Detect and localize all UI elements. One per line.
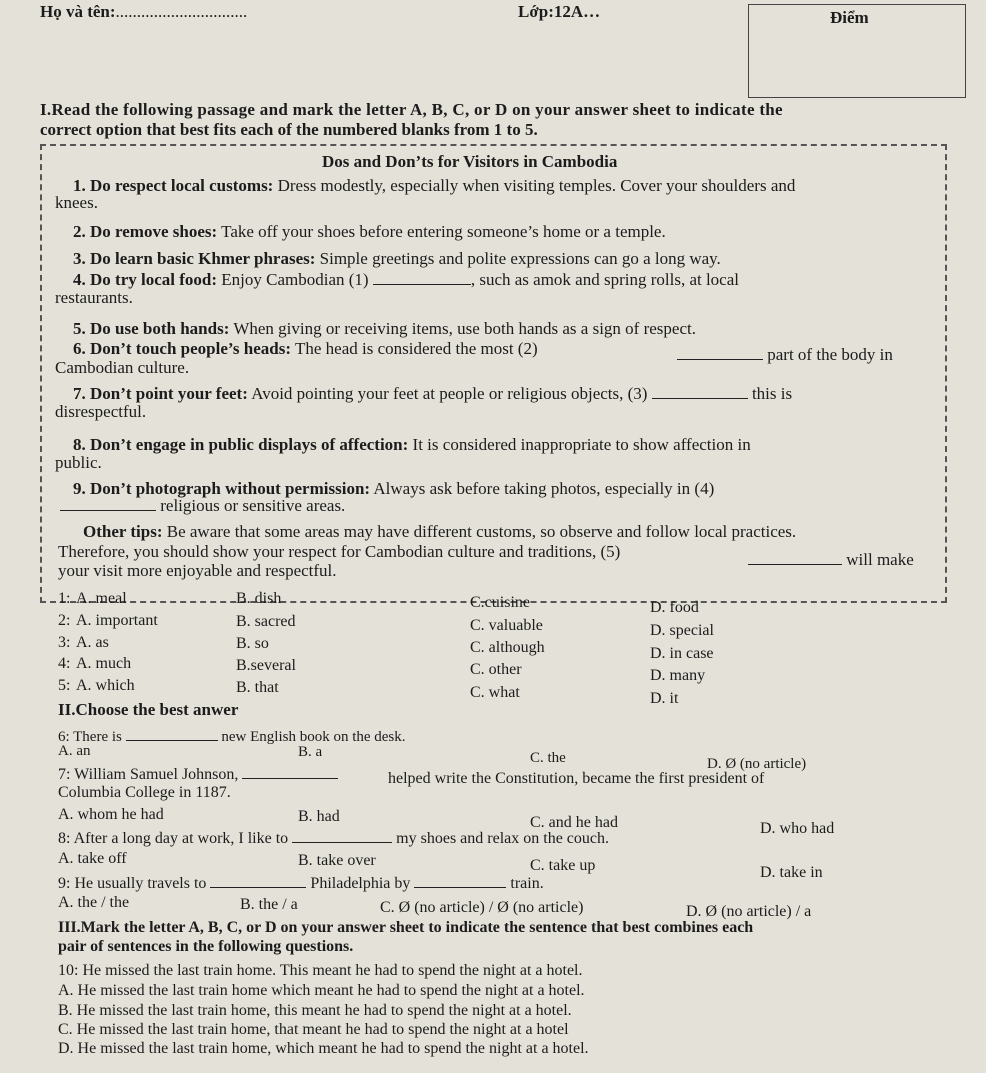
passage-item-5: 5. Do use both hands: When giving or receiving items, use both hands as a sign of respect. <box>73 319 696 338</box>
blank-2 <box>677 345 763 360</box>
blank-7 <box>242 764 338 779</box>
q8-option-a[interactable]: A. take off <box>58 850 127 867</box>
q6-option-b[interactable]: B. a <box>298 744 323 760</box>
passage-item-4: 4. Do try local food: Enjoy Cambodian (1) , such as amok and spring rolls, at local <box>73 270 739 289</box>
q6-option-c[interactable]: C. the <box>530 750 566 766</box>
answer-1-option-c[interactable]: C.cuisine <box>470 594 530 611</box>
q8-option-c[interactable]: C. take up <box>530 857 596 874</box>
blank-1 <box>373 270 471 285</box>
q8-option-b[interactable]: B. take over <box>298 852 376 869</box>
q10-option-d[interactable]: D. He missed the last train home, which meant he had to spend the night at a hotel. <box>58 1040 589 1057</box>
q10-option-c[interactable]: C. He missed the last train home, that meant he had to spend the night at a hotel <box>58 1021 569 1038</box>
q7-option-c[interactable]: C. and he had <box>530 814 618 831</box>
answer-4-option-c[interactable]: C. other <box>470 661 522 678</box>
passage-tips-line2: Therefore, you should show your respect for Cambodian culture and traditions, (5) <box>58 542 621 561</box>
passage-item-9: 9. Don’t photograph without permission: Always ask before taking photos, especially in (4) <box>73 479 715 498</box>
passage-item-3: 3. Do learn basic Khmer phrases: Simple greetings and polite expressions can go a long way. <box>73 249 721 268</box>
passage-tips-line3: your visit more enjoyable and respectful. <box>58 561 337 580</box>
answer-2-option-a[interactable]: A. important <box>76 612 158 629</box>
q6-option-a[interactable]: A. an <box>58 743 91 759</box>
answer-5-option-c[interactable]: C. what <box>470 684 520 701</box>
name-label: Họ và tên:............................... <box>40 2 248 21</box>
q9-option-c[interactable]: C. Ø (no article) / Ø (no article) <box>380 899 584 916</box>
question-10: 10: He missed the last train home. This meant he had to spend the night at a hotel. <box>58 962 583 979</box>
q7-option-a[interactable]: A. whom he had <box>58 806 164 823</box>
section1-instruction-line1: I.Read the following passage and mark the letter A, B, C, or D on your answer sheet to indicate the <box>40 100 783 119</box>
answer-5-option-b[interactable]: B. that <box>236 679 279 696</box>
answer-4-option-b[interactable]: B.several <box>236 657 296 674</box>
passage-item-8: 8. Don’t engage in public displays of affection: It is considered inappropriate to show affection in <box>73 435 751 454</box>
blank-3 <box>652 384 748 399</box>
question-7-cont: Columbia College in 1187. <box>58 784 231 801</box>
passage-item-7-cont: disrespectful. <box>55 402 147 421</box>
question-9: 9: He usually travels to Philadelphia by train. <box>58 875 544 892</box>
question-8: 8: After a long day at work, I like to my shoes and relax on the couch. <box>58 830 609 847</box>
question-7-tail: helped write the Constitution, became the first president of <box>388 770 765 787</box>
passage-item-6-tail: part of the body in <box>677 345 893 365</box>
section1-instruction-line2: correct option that best fits each of the numbered blanks from 1 to 5. <box>40 120 538 139</box>
answer-3-option-d[interactable]: D. in case <box>650 645 714 662</box>
answer-1-option-a[interactable]: A. meal <box>76 590 127 607</box>
section2-heading: II.Choose the best anwer <box>58 700 239 719</box>
score-label: Điểm <box>830 8 869 27</box>
answer-2-option-c[interactable]: C. valuable <box>470 617 543 634</box>
passage-item-1-cont: knees. <box>55 193 98 212</box>
passage-item-6-cont: Cambodian culture. <box>55 358 190 377</box>
passage-item-4-cont: restaurants. <box>55 288 133 307</box>
blank-9a <box>210 873 306 888</box>
q8-option-d[interactable]: D. take in <box>760 864 823 881</box>
answer-3-option-a[interactable]: A. as <box>76 634 109 651</box>
passage-item-9-cont: religious or sensitive areas. <box>60 496 345 516</box>
answer-4-number: 4: <box>58 655 71 672</box>
passage-tips-line2-tail: will make <box>748 550 914 570</box>
answer-3-number: 3: <box>58 634 71 651</box>
answer-1-option-d[interactable]: D. food <box>650 599 699 616</box>
q9-option-b[interactable]: B. the / a <box>240 896 298 913</box>
passage-item-1: 1. Do respect local customs: Dress modestly, especially when visiting temples. Cover your shoulders and <box>73 176 796 195</box>
answer-2-option-d[interactable]: D. special <box>650 622 714 639</box>
blank-6 <box>126 726 218 741</box>
answer-3-option-c[interactable]: C. although <box>470 639 545 656</box>
answer-2-option-b[interactable]: B. sacred <box>236 613 296 630</box>
passage-title: Dos and Don’ts for Visitors in Cambodia <box>322 152 618 171</box>
answer-5-option-d[interactable]: D. it <box>650 690 679 707</box>
q9-option-a[interactable]: A. the / the <box>58 894 130 911</box>
passage-item-8-cont: public. <box>55 453 102 472</box>
section3-instruction-line1: III.Mark the letter A, B, C, or D on your answer sheet to indicate the sentence that best combines each <box>58 919 754 936</box>
passage-item-7: 7. Don’t point your feet: Avoid pointing your feet at people or religious objects, (3) this is <box>73 384 793 403</box>
answer-1-number: 1: <box>58 590 71 607</box>
q10-option-a[interactable]: A. He missed the last train home which meant he had to spend the night at a hotel. <box>58 982 585 999</box>
blank-4 <box>60 496 156 511</box>
answer-2-number: 2: <box>58 612 71 629</box>
question-7: 7: William Samuel Johnson, <box>58 764 338 784</box>
q7-option-d[interactable]: D. who had <box>760 820 835 837</box>
class-label: Lớp:12A… <box>518 2 601 21</box>
blank-8 <box>292 828 392 843</box>
passage-item-2: 2. Do remove shoes: Take off your shoes before entering someone’s home or a temple. <box>73 222 666 241</box>
answer-5-option-a[interactable]: A. which <box>76 677 135 694</box>
q9-option-d[interactable]: D. Ø (no article) / a <box>686 903 812 920</box>
q6-option-d[interactable]: D. Ø (no article) <box>707 756 807 772</box>
answer-4-option-a[interactable]: A. much <box>76 655 132 672</box>
answer-5-number: 5: <box>58 677 71 694</box>
q10-option-b[interactable]: B. He missed the last train home, this meant he had to spend the night at a hotel. <box>58 1002 572 1019</box>
blank-5 <box>748 550 842 565</box>
question-6: 6: There is new English book on the desk. <box>58 726 406 746</box>
passage-item-6: 6. Don’t touch people’s heads: The head is considered the most (2) <box>73 339 538 358</box>
q7-option-b[interactable]: B. had <box>298 808 340 825</box>
passage-tips: Other tips: Be aware that some areas may have different customs, so observe and follow local practices. <box>83 522 797 541</box>
answer-1-option-b[interactable]: B. dish <box>236 590 282 607</box>
blank-9b <box>414 873 506 888</box>
answer-3-option-b[interactable]: B. so <box>236 635 269 652</box>
answer-4-option-d[interactable]: D. many <box>650 667 706 684</box>
section3-instruction-line2: pair of sentences in the following questions. <box>58 938 354 955</box>
